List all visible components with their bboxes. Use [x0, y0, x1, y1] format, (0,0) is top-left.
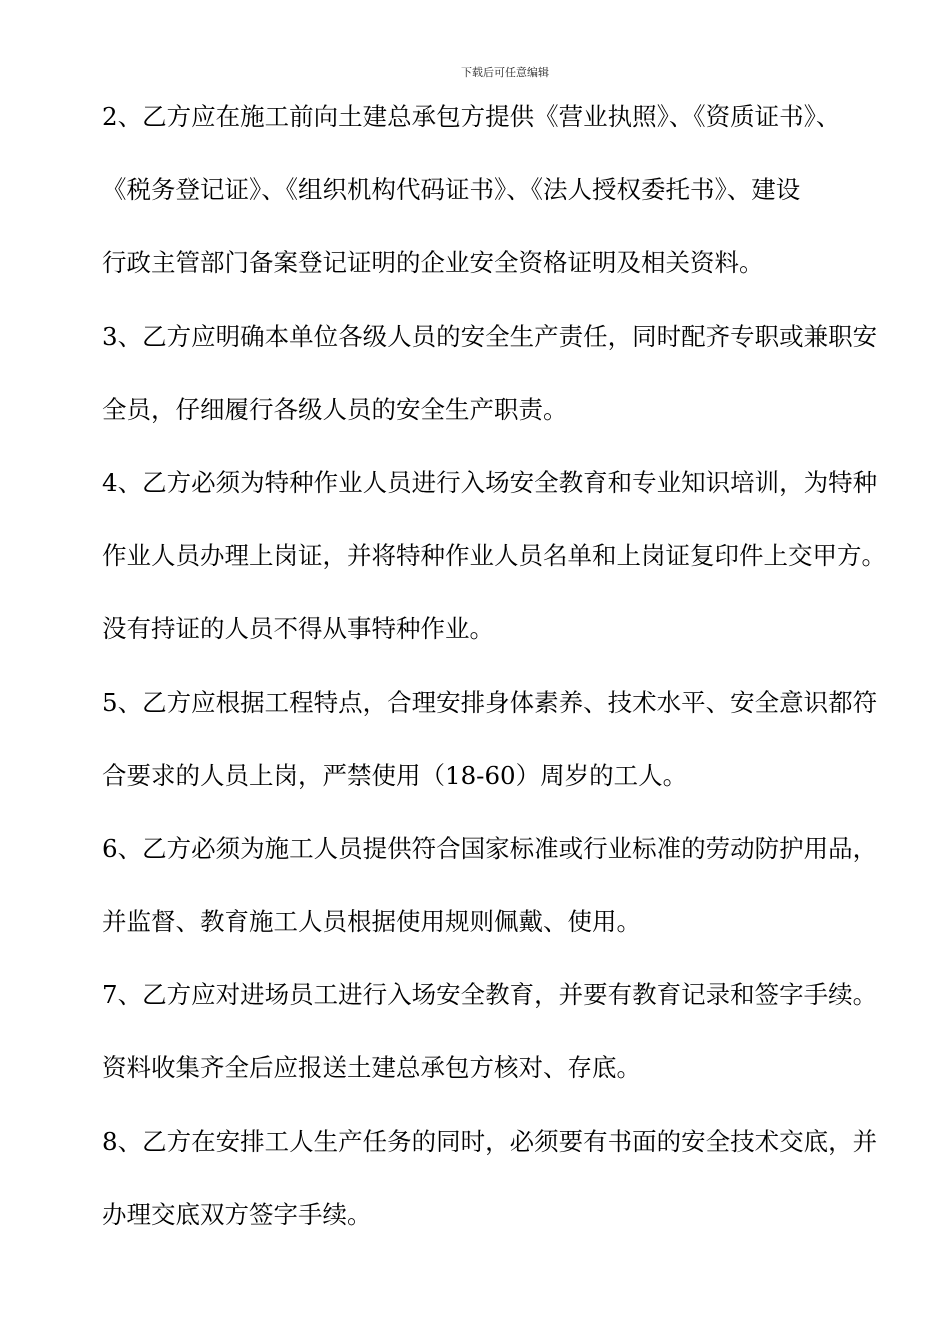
text-line: 2、乙方应在施工前向土建总承包方提供《营业执照》、《资质证书》、	[102, 102, 841, 131]
text-line: 没有持证的人员不得从事特种作业。	[102, 614, 494, 644]
page-header-note: 下载后可任意编辑	[461, 66, 549, 79]
text-line: 办理交底双方签字手续。	[102, 1199, 372, 1229]
text-line: 5、乙方应根据工程特点，合理安排身体素养、技术水平、安全意识都符	[102, 687, 878, 717]
text-line: 7、乙方应对进场员工进行入场安全教育，并要有教育记录和签字手续。	[102, 980, 878, 1010]
text-line: 作业人员办理上岗证，并将特种作业人员名单和上岗证复印件上交甲方。	[102, 541, 886, 571]
text-line: 4、乙方必须为特种作业人员进行入场安全教育和专业知识培训，为特种	[102, 467, 878, 497]
text-line: 行政主管部门备案登记证明的企业安全资格证明及相关资料。	[102, 248, 764, 278]
document-body	[102, 97, 912, 1268]
text-line: 《税务登记证》、《组织机构代码证书》、《法人授权委托书》、建设	[102, 175, 801, 205]
text-line: 3、乙方应明确本单位各级人员的安全生产责任，同时配齐专职或兼职安	[102, 321, 878, 351]
text-line: 全员，仔细履行各级人员的安全生产职责。	[102, 394, 568, 424]
text-line: 资料收集齐全后应报送土建总承包方核对、存底。	[102, 1053, 641, 1083]
text-line: 并监督、教育施工人员根据使用规则佩戴、使用。	[102, 907, 641, 937]
text-line: 8、乙方在安排工人生产任务的同时，必须要有书面的安全技术交底，并	[102, 1126, 878, 1156]
text-line: 合要求的人员上岗，严禁使用（18-60）周岁的工人。	[102, 760, 688, 790]
text-line: 6、乙方必须为施工人员提供符合国家标准或行业标准的劳动防护用品，	[102, 833, 878, 863]
